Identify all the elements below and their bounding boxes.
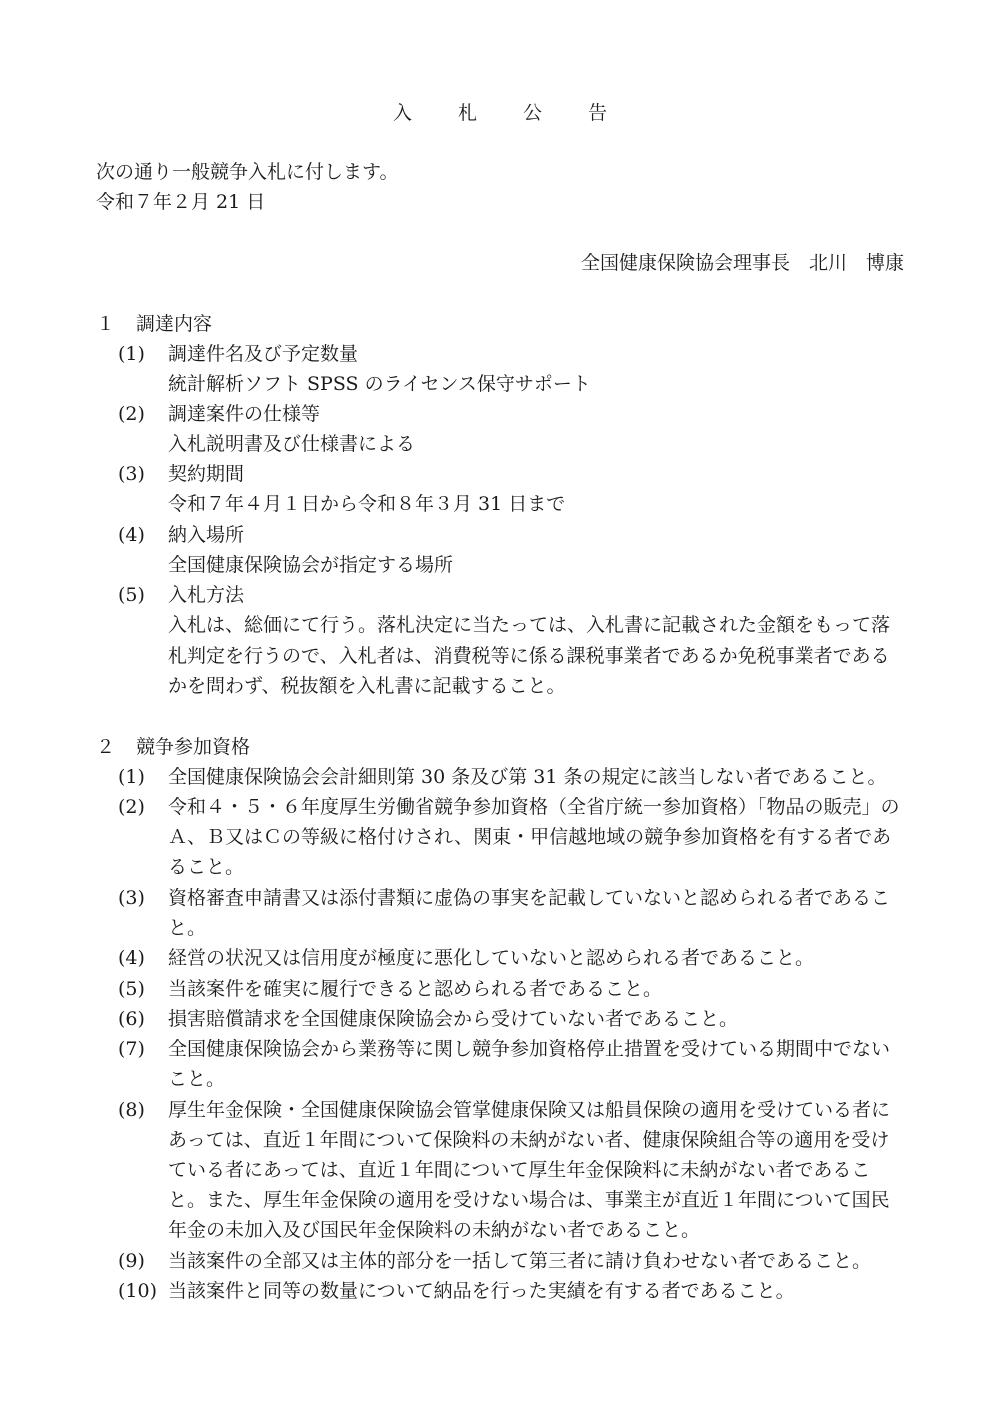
section-1-title: 調達内容: [136, 313, 213, 335]
section-2-number: ２: [96, 736, 116, 758]
item-number: (1): [118, 766, 145, 788]
item-label: 入札方法: [168, 584, 245, 606]
item-text: 全国健康保険協会会計細則第 30 条及び第 31 条の規定に該当しない者であること。: [168, 766, 887, 788]
notice-date: 令和７年２月 21 日: [96, 191, 266, 213]
item-text: 当該案件を確実に履行できると認められる者であること。: [168, 978, 663, 1000]
item-number: (5): [118, 978, 145, 1000]
section-2-item-3: [118, 883, 908, 943]
section-2-title: 競争参加資格: [136, 736, 251, 758]
item-text: 資格審査申請書又は添付書類に虚偽の事実を記載していないと認められる者であること。: [168, 887, 891, 939]
item-label: 調達件名及び予定数量: [168, 343, 359, 365]
intro-text: 次の通り一般競争入札に付します。: [96, 161, 399, 183]
section-2-item-2: [118, 792, 908, 882]
item-number: (4): [118, 524, 145, 546]
section-1-number: １: [96, 313, 116, 335]
document-title: 入 札 公 告: [392, 102, 628, 124]
item-description: 全国健康保険協会が指定する場所: [168, 554, 454, 576]
section-2-item-10: [118, 1276, 908, 1306]
item-number: (4): [118, 947, 145, 969]
item-text: 令和４・５・６年度厚生労働省競争参加資格（全省庁統一参加資格）「物品の販売」のＡ、Ｂ又はＣの等級に格付けされ、関東・甲信越地域の競争参加資格を有する者であること。: [168, 796, 900, 878]
item-description: 入札説明書及び仕様書による: [168, 433, 416, 455]
section-2-item-4: [118, 943, 908, 973]
item-number: (9): [118, 1250, 145, 1272]
item-text: 厚生年金保険・全国健康保険協会管掌健康保険又は船員保険の適用を受けている者にあっては、直近１年間について保険料の未納がない者、健康保険組合等の適用を受けている者にあっては、直近１年間について厚生年金保険料に未納がない者であること。また、厚生年金保険の適用を受けない場合は、事業主が直近１年間について国民年金の未加入及び国民年金保険料の未納がない者であること。: [168, 1099, 891, 1241]
item-text: 経営の状況又は信用度が極度に悪化していないと認められる者であること。: [168, 947, 815, 969]
item-text: 当該案件と同等の数量について納品を行った実績を有する者であること。: [168, 1280, 795, 1302]
item-number: (3): [118, 887, 145, 909]
section-1-item-2: [118, 399, 908, 429]
section-2-item-6: [118, 1004, 908, 1034]
section-2-item-8: [118, 1095, 908, 1245]
section-2-item-1: [118, 762, 908, 792]
item-number: (10): [118, 1280, 158, 1302]
item-number: (5): [118, 584, 145, 606]
section-2-item-5: [118, 974, 908, 1004]
section-2-item-9: [118, 1246, 908, 1276]
section-1-item-5: [118, 580, 908, 610]
item-label: 納入場所: [168, 524, 245, 546]
section-1-heading: [96, 309, 212, 339]
item-number: (2): [118, 403, 145, 425]
item-label: 契約期間: [168, 463, 245, 485]
item-number: (6): [118, 1008, 145, 1030]
section-1-item-4: [118, 520, 908, 550]
item-description: 入札は、総価にて行う。落札決定に当たっては、入札書に記載された金額をもって落札判定を行うので、入札者は、消費税等に係る課税事業者であるか免税事業者であるかを問わず、税抜額を入札書に記載すること。: [168, 614, 891, 697]
section-1-item-3: [118, 459, 908, 489]
item-label: 調達案件の仕様等: [168, 403, 321, 425]
item-number: (8): [118, 1099, 145, 1121]
item-number: (2): [118, 796, 145, 818]
item-description: 統計解析ソフト SPSS のライセンス保守サポート: [168, 373, 591, 395]
item-text: 損害賠償請求を全国健康保険協会から受けていない者であること。: [168, 1008, 739, 1030]
item-number: (3): [118, 463, 145, 485]
section-2-heading: [96, 732, 250, 762]
item-text: 全国健康保険協会から業務等に関し競争参加資格停止措置を受けている期間中でないこと。: [168, 1038, 891, 1090]
item-description: 令和７年４月１日から令和８年３月 31 日まで: [168, 493, 566, 515]
section-2-item-7: [118, 1034, 908, 1094]
item-number: (1): [118, 343, 145, 365]
item-number: (7): [118, 1038, 145, 1060]
section-1-item-1: [118, 339, 908, 369]
item-text: 当該案件の全部又は主体的部分を一括して第三者に請け負わせない者であること。: [168, 1250, 872, 1272]
issuer-name: 全国健康保険協会理事長 北川 博康: [580, 252, 904, 274]
